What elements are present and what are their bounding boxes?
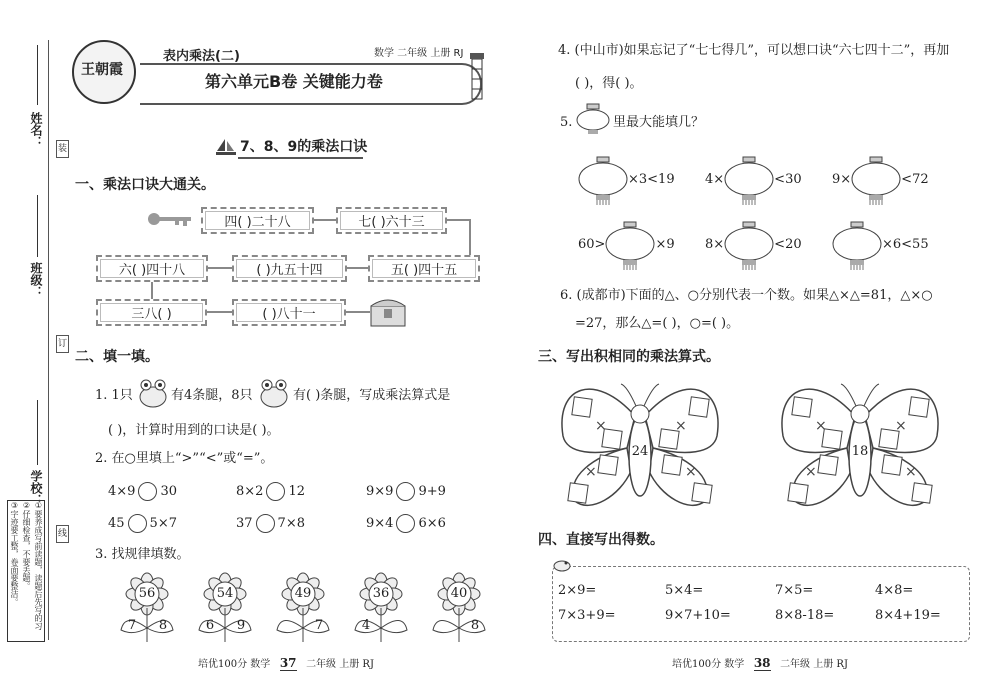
calc-item[interactable]: 2×9= (558, 583, 597, 598)
calc-panel (552, 566, 970, 642)
footer-grade: 二年级 上册 RJ (780, 659, 848, 670)
flower-right-leaf: 7 (314, 618, 324, 633)
q4-line-2: ( )，得( )。 (575, 76, 643, 91)
lantern-suffix: ×6<55 (882, 237, 929, 252)
comparison-2: 8×2 12 (236, 484, 305, 499)
footer-left (198, 655, 374, 670)
flower-center-number: 40 (450, 586, 468, 601)
lantern-suffix: <72 (901, 172, 929, 187)
lantern-suffix: <20 (774, 237, 802, 252)
part3-heading: 三、写出积相同的乘法算式。 (538, 349, 720, 365)
flower-center-number: 49 (294, 586, 312, 601)
q3-text: 3. 找规律填数。 (95, 547, 190, 562)
sailboat-icon (215, 138, 237, 156)
calc-item[interactable]: 9×7+10= (665, 608, 731, 623)
footer-right (672, 655, 848, 670)
svg-text:×: × (805, 464, 817, 480)
chain-box-6[interactable]: 三八( ) (96, 299, 207, 326)
lantern-icon (575, 103, 611, 135)
page-number: 37 (279, 656, 297, 670)
part4-heading: 四、直接写出得数。 (538, 532, 664, 548)
lantern-blank[interactable] (832, 220, 882, 270)
compare-circle[interactable] (256, 514, 275, 533)
chain-box-5[interactable]: 五( )四十五 (368, 255, 480, 282)
q1-part-b: 有4条腿，8只 (171, 388, 253, 403)
bind-mark-1: 装 (56, 140, 69, 158)
q2-text: 2. 在○里填上“>”“<”或“=”。 (95, 451, 274, 466)
comparison-1: 4×9 30 (108, 484, 177, 499)
chain-box-7[interactable]: ( )八十一 (232, 299, 346, 326)
compare-circle[interactable] (266, 482, 285, 501)
lantern-question (578, 220, 675, 270)
compare-circle[interactable] (396, 514, 415, 533)
lantern-prefix: 8× (705, 237, 725, 252)
q4-line-1: 4. (中山市)如果忘记了“七七得几”，可以想口诀“六七四十二”，再加 (558, 43, 950, 58)
lantern-blank[interactable] (605, 220, 655, 270)
meta-label: 数学 二年级 上册 RJ (374, 48, 464, 59)
lantern-question (578, 155, 675, 205)
svg-text:×: × (675, 418, 687, 434)
lantern-blank[interactable] (724, 220, 774, 270)
key-icon (147, 211, 195, 227)
section-title: 7、8、9的乘法口诀 (240, 139, 368, 155)
compare-circle[interactable] (138, 482, 157, 501)
class-label: 班级： (29, 262, 43, 298)
q6-line-2: =27，那么△=( )，○=( )。 (575, 316, 740, 331)
svg-text:×: × (905, 464, 917, 480)
chain-box-1[interactable]: 四( )二十八 (201, 207, 314, 234)
page-title: 第六单元B卷 关键能力卷 (205, 72, 383, 91)
butterfly-product: 18 (851, 444, 869, 459)
lantern-suffix: <30 (774, 172, 802, 187)
tips-box (7, 500, 45, 642)
calc-item[interactable]: 7×5= (775, 583, 814, 598)
series-label: 表内乘法(二) (163, 49, 240, 64)
flower-right-leaf: 9 (236, 618, 246, 633)
section-underline (238, 157, 363, 159)
flower-right-leaf: 8 (470, 618, 480, 633)
comparison-5: 37 7×8 (236, 516, 305, 531)
flower-left-leaf: 7 (127, 618, 137, 633)
flower-center-number: 36 (372, 586, 390, 601)
lantern-blank[interactable] (578, 155, 628, 205)
comparison-3: 9×9 9+9 (366, 484, 446, 499)
comparison-4: 45 5×7 (108, 516, 177, 531)
butterfly-product: 24 (631, 444, 649, 459)
calc-item[interactable]: 7×3+9= (558, 608, 616, 623)
chain-box-3[interactable]: 六( )四十八 (96, 255, 208, 282)
lantern-suffix: ×9 (655, 237, 675, 252)
tip-1: ①要养成写前读题，读题后先写的习 (34, 501, 43, 630)
part1-heading: 一、乘法口诀大通关。 (75, 177, 215, 193)
svg-text:×: × (685, 464, 697, 480)
q5-number: 5. (560, 115, 573, 130)
calc-item[interactable]: 8×8-18= (775, 608, 835, 623)
lantern-blank[interactable] (851, 155, 901, 205)
calc-item[interactable]: 8×4+19= (875, 608, 941, 623)
lantern-prefix: 60> (578, 237, 606, 252)
q1-part-c: 有( )条腿，写成乘法算式是 (293, 388, 451, 403)
lighthouse-icon (463, 45, 491, 105)
compare-circle[interactable] (396, 482, 415, 501)
frog-icon-2 (258, 377, 290, 409)
flower-center-number: 56 (138, 586, 156, 601)
bird-icon (551, 556, 573, 572)
butterfly-puzzle (555, 376, 725, 520)
svg-text:×: × (585, 464, 597, 480)
calc-item[interactable]: 4×8= (875, 583, 914, 598)
compare-circle[interactable] (128, 514, 147, 533)
tip-2: ②仔细检查，不要丢题。 (22, 501, 31, 590)
treasure-chest-icon (369, 296, 407, 328)
lantern-question (832, 155, 929, 205)
brand-logo (72, 40, 136, 104)
lantern-prefix: 4× (705, 172, 725, 187)
page-number: 38 (753, 656, 771, 670)
part2-heading: 二、填一填。 (75, 349, 159, 365)
lantern-blank[interactable] (724, 155, 774, 205)
butterfly-puzzle (775, 376, 945, 520)
school-label: 学校： (29, 470, 43, 506)
footer-brand: 培优100分 数学 (198, 659, 271, 670)
flower-center-number: 54 (216, 586, 234, 601)
lantern-suffix: ×3<19 (628, 172, 675, 187)
footer-brand: 培优100分 数学 (672, 659, 745, 670)
name-blank (37, 45, 39, 105)
q5-text: 里最大能填几？ (613, 115, 705, 130)
comparison-6: 9×4 6×6 (366, 516, 446, 531)
footer-grade: 二年级 上册 RJ (306, 659, 374, 670)
lantern-question (832, 220, 929, 270)
logo-text: 王朝霞 (81, 62, 123, 78)
svg-text:×: × (815, 418, 827, 434)
binding-line (48, 40, 49, 640)
lantern-prefix: 9× (832, 172, 852, 187)
svg-text:×: × (595, 418, 607, 434)
q1-part-a: 1. 1只 (95, 388, 133, 403)
frog-icon (137, 377, 169, 409)
bind-mark-2: 订 (56, 335, 69, 353)
svg-text:×: × (895, 418, 907, 434)
class-blank (37, 195, 39, 257)
flower-left-leaf: 4 (361, 618, 371, 633)
chain-box-2[interactable]: 七( )六十三 (336, 207, 447, 234)
flower-right-leaf: 8 (158, 618, 168, 633)
school-blank (37, 400, 39, 465)
chain-box-4[interactable]: ( )九五十四 (232, 255, 347, 282)
lantern-question (705, 155, 802, 205)
q6-line-1: 6. (成都市)下面的△、○分别代表一个数。如果△×△=81，△×○ (560, 288, 933, 303)
q1-part-d: ( )，计算时用到的口诀是( )。 (108, 423, 280, 438)
flower-left-leaf: 6 (205, 618, 215, 633)
bind-mark-3: 线 (56, 525, 69, 543)
tip-3: ③字迹要工整，卷面要整洁。 (10, 501, 19, 606)
name-label: 姓名： (29, 112, 43, 148)
lantern-question (705, 220, 802, 270)
calc-item[interactable]: 5×4= (665, 583, 704, 598)
